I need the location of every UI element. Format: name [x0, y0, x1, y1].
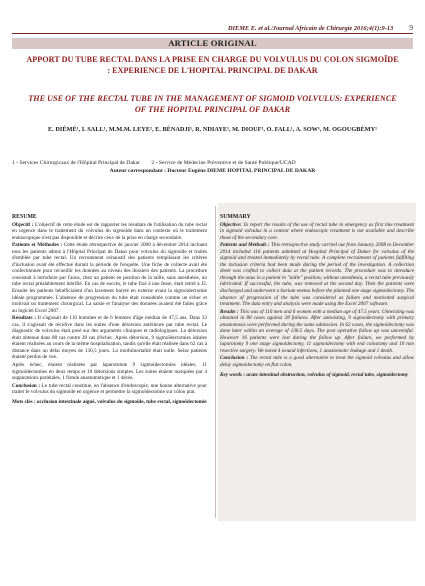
summary-keywords: Key words : acute intestinal obstruction, volvulus of sigmoid, rectal tube, sigmoidectomy: [220, 371, 409, 378]
title-french: APPORT DU TUBE RECTAL DANS LA PRISE EN CHARGE DU VOLVULUS DU COLON SIGMOÏDE : EXPERIENCE DE L'HOPITAL PRINCIPAL DE DAKAR: [26, 55, 399, 75]
resume-heading: RESUME: [12, 214, 37, 220]
summary-patients: Patients and Methods : This retrospective study carried out from January 2008 to December 2014 included 116 patients admitted at Hospital Principal of Dakar for volvulus of the sigmoid and treated immediately by rectal tube. A complete recruitment of patients fulfilling the inclusion criteria had been made during the period of the investigation. A collection sheet was crafted to collect data at the patient records. The procedure was to introduce through the anus in a patient in "taille" position, without anesthesia, a rectal tube previously lubricated. If successful, the tube, was removed at the second day. Then the patients were discharged and underwent a barium enema before the planned one stage sigmoidectomy. The absence of progression of the tube was considered as failure and motivated surgical treatment. The data entry and analysis were made using the Excel 2007 software.: [220, 242, 414, 308]
resume-patients: Patients et Méthodes : Cette étude rétrospective de janvier 2008 à décembre 2014 incluant tous les patients admis à l'Hôpital Principal de Dakar pour volvulus du sigmoïde et traités d'emblée par tube rectal. Un recrutement exhaustif des patients remplissant les critères d'inclusion avait été effectué durant la période de l'enquête. Une fiche de collecte avait été confectionnée pour recueillir les données au niveau des dossiers des patients. La procédure consistait à introduire par l'anus, chez un patient en position de la taille, sans anesthésie, un tube rectal préalablement lubrifié. En cas de succès, le tube fixé à une fesse, était retiré à J2. Ensuite les patients bénéficiaient d'un lavement baryté en externe avant la sigmoïdectomie idéale programmée. L'absence de progression du tube était considérée comme un échec et motivait un traitement chirurgical. La saisie et l'analyse des données avaient été faites grâce au logiciel Excel 2007.: [12, 242, 208, 314]
corresponding-author: Auteur correspondant : Docteur Eugène DIEME HOPITAL PRINCIPAL DE DAKAR: [109, 168, 316, 174]
affiliation-2: 2 - Service de Médecine Préventive et de Santé Publique/UCAD: [151, 160, 296, 166]
resume-apres: Après échec, étaient réalisées par laparotomie 9 sigmoïdectomies idéales, 11 sigmoïdectomies en deux temps et 10 détorsions simples. Les suites étaient marquées par 4 suppurations pariétales, 1 fistule anastomotique et 1 décès.: [12, 362, 207, 382]
column-divider: [215, 206, 216, 518]
title-english: THE USE OF THE RECTAL TUBE IN THE MANAGEMENT OF SIGMOID VOLVULUS: EXPERIENCE OF THE HOPITAL PRINCIPAL OF DAKAR: [28, 94, 397, 114]
resume-resultats: Résultats : Il s'agissait de 110 hommes et de 6 femmes d'âge médian de 47,5 ans. Dans 33 cas, il s'agissait de récidive dans les suites d'une détorsion antérieure par tube rectal. Le diagnostic de volvulus était posé sur des arguments cliniques et radiologiques. La détorsion était obtenue dans 88 cas contre 28 cas d'échec. Après détorsion, 9 sigmoïdectomies idéales étaient réalisées au cours de la même hospitalisation, tandis qu'elle était réalisée dans 62 cas à distance dans un délai moyen de 130,5 jours. La morbimortalité était nulle. Seize patients étaient perdus de vue.: [12, 315, 207, 361]
page-number: 9: [409, 23, 413, 32]
resume-conclusion: Conclusion : Le tube rectal constitue, en l'absence d'endoscopie, une bonne alternative pour traiter le volvulus du sigmoïde en urgence et permettre la sigmoïdectomie sur côlon plat.: [12, 382, 207, 396]
journal-citation: DIEME E. et al./Journal Africain de Chirurgie 2016;4(1):9-13: [227, 25, 394, 32]
resume-objectif: Objectif : L'objectif de cette étude est de rapporter les résultats de l'utilisation du tube rectal en urgence dans le traitement du volvulus du sigmoïde dans un contexte où le traitement endoscopique n'est pas disponible et décrire ceux de la prise en charge secondaire.: [12, 221, 207, 241]
summary-conclusion: Conclusion : The rectal tube is a good alternative to treat the sigmoid volvulus and allow delay sigmoidectomy on flat colon.: [220, 355, 415, 369]
affiliations: [12, 160, 413, 167]
running-header: [12, 20, 413, 32]
affiliation-1: 1 - Services Chirurgicaux de l'Hôpital Principal de Dakar: [12, 160, 140, 166]
summary-heading: SUMMARY: [220, 214, 251, 220]
resume-keywords: Mots clés : occlusion intestinale aiguë, volvulus du sigmoïde, tube rectal, sigmoïdectomie: [12, 398, 207, 405]
summary-results: Results : This was of 110 men and 6 women with a median age of 47.5 years. Untwisting was obtained in 88 cases against 28 failures. After untwisting, 9 sigmoidectomy with primary anastomosis were performed during the same admission. In 62 cases, the sigmoidectomy was done later within an average of 130.5 days. The post operative follow up was uneventful. However 16 patients were lost during the follow up. After failure, we performed by laparotomy 9 one stage sigmoidectomy, 11 sigmoidectomy with end colostomy and 10 non resective surgery. We noted 4 wound infections, 1 anastomotic leakage and 1 death.: [220, 308, 415, 354]
summary-column: [220, 214, 414, 379]
article-type-banner: ARTICLE ORIGINAL: [12, 38, 413, 49]
author-list: E. DIÉMÉ¹, I. SALL¹, M.M.M. LEYE², E. BÉNADJI¹, R. NDIAYE¹, M. DIOUF¹, O. FALL¹, A. SOW¹, M. OGOUGBÉMY¹: [47, 126, 378, 133]
resume-column: [12, 214, 207, 406]
header-rule: [12, 33, 413, 34]
summary-objective: Objective: To report the results of the use of rectal tube in emergency as first line treatment in sigmoid volvulus in a context where endoscopic treatment is not available and describe those of the secondary care.: [220, 221, 414, 241]
